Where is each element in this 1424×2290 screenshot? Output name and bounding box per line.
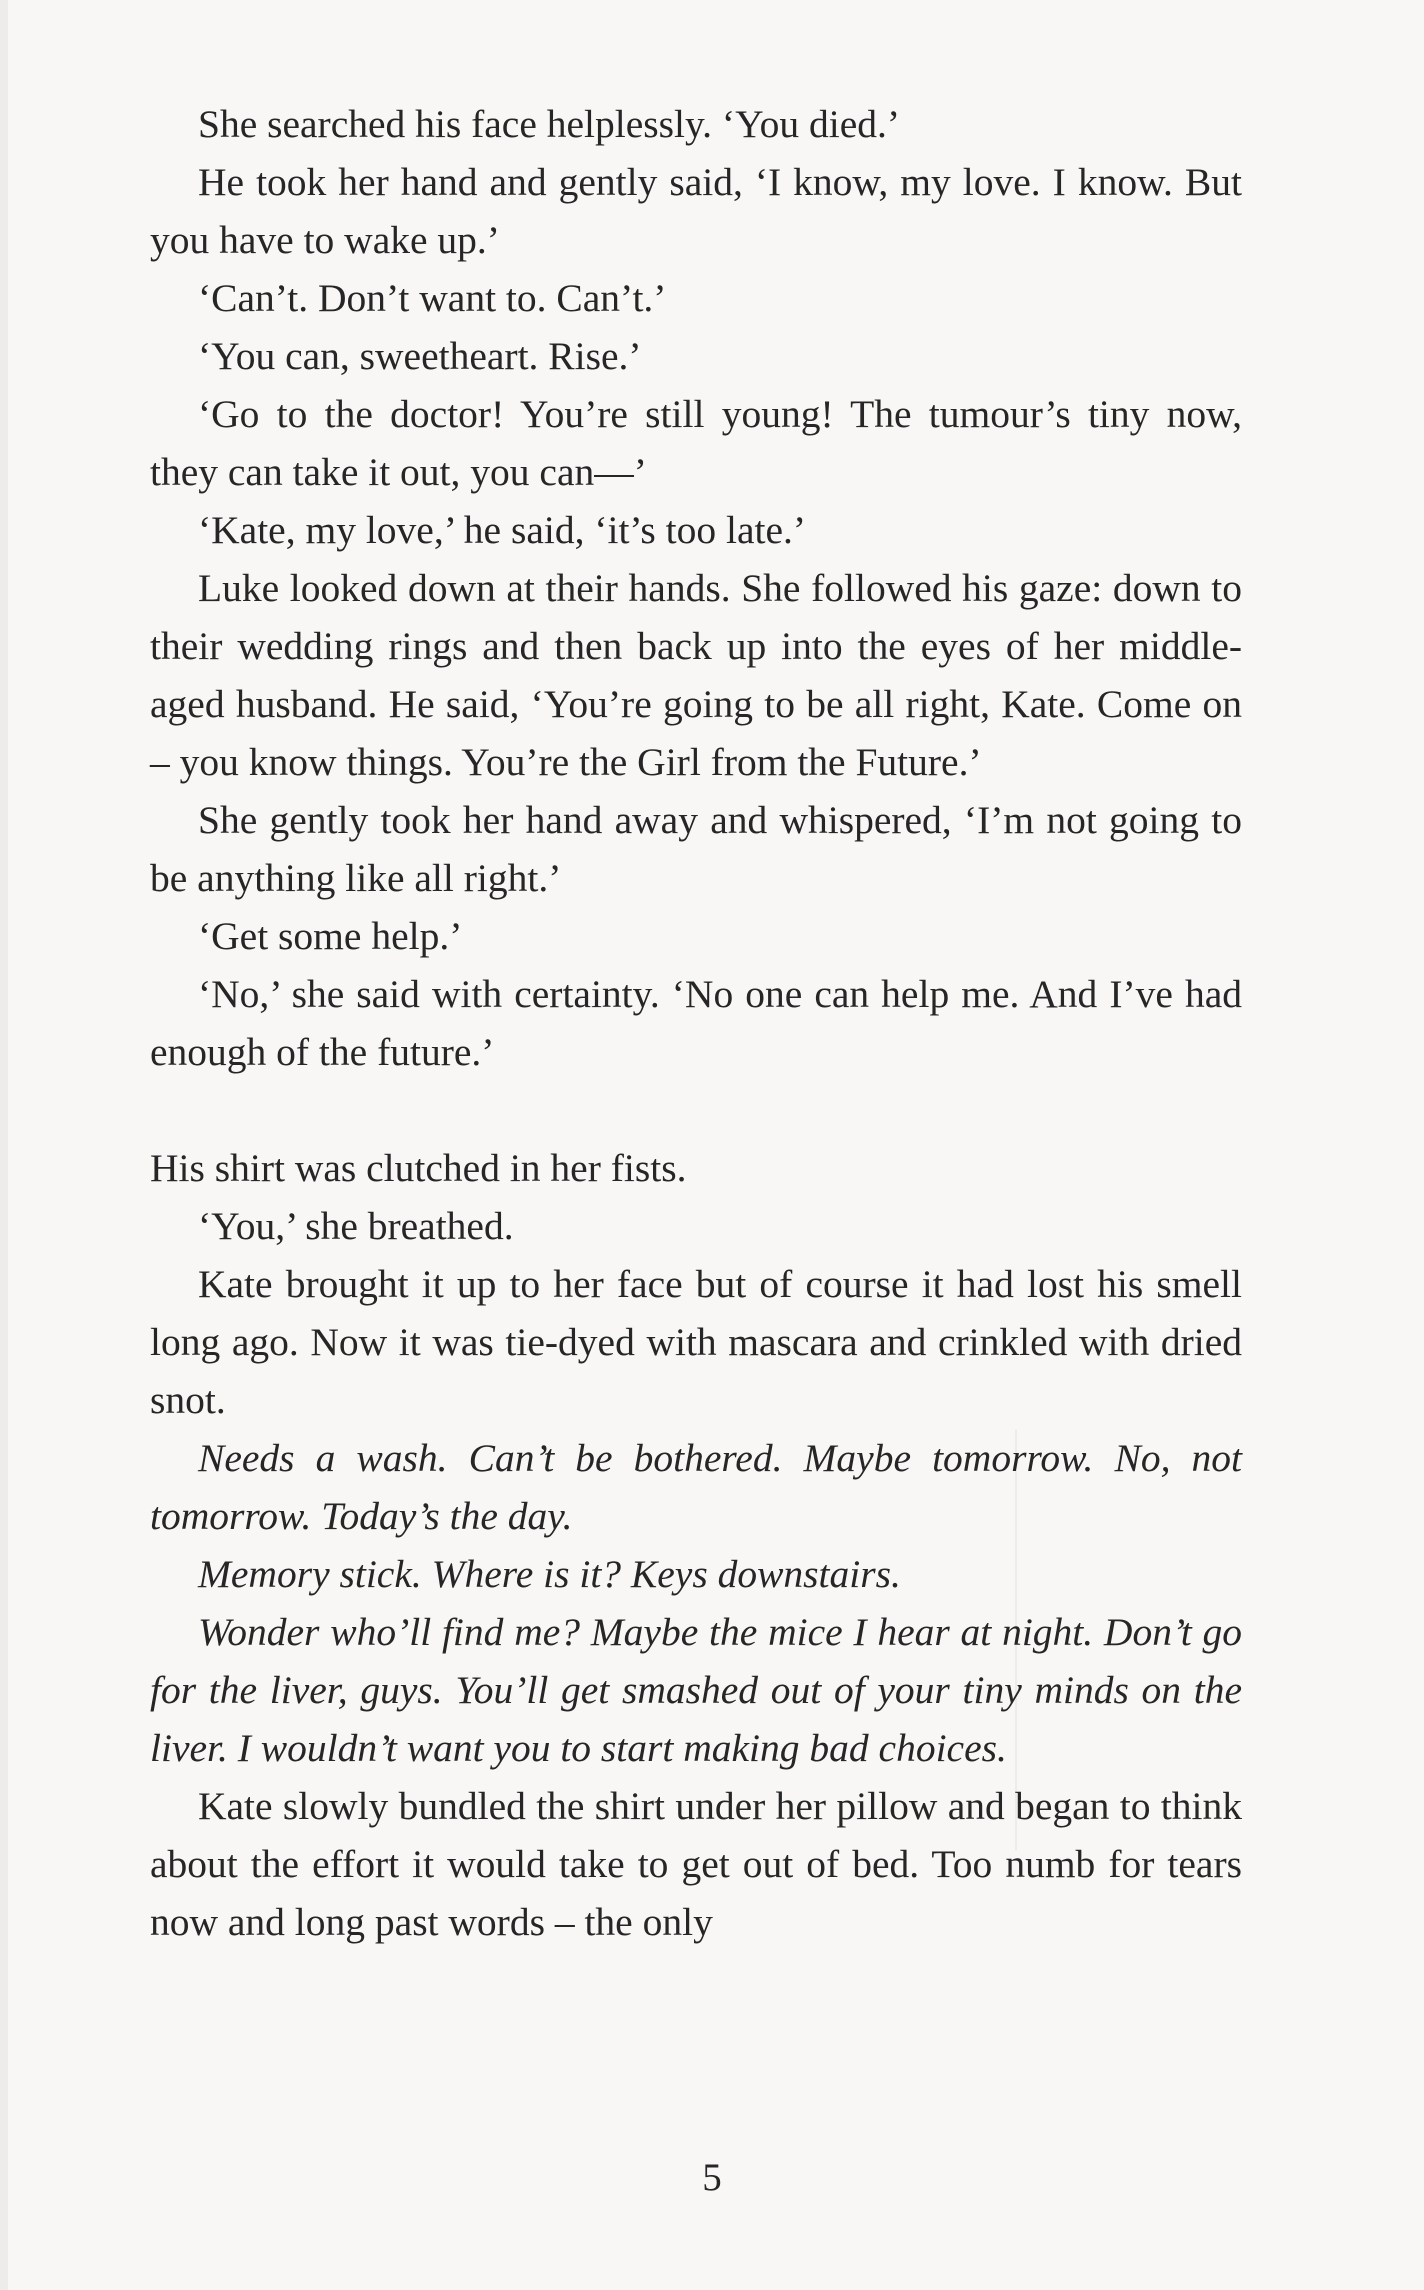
page-number: 5 — [702, 2156, 722, 2199]
scan-artifact-edge — [0, 0, 8, 2290]
paragraph: Kate slowly bundled the shirt under her pillow and began to think about the effort it would take to get out of bed. Too numb for tears now and long past words – the only — [150, 1784, 1242, 1944]
paragraph: ‘You can, sweetheart. Rise.’ — [198, 334, 642, 378]
italic-thought: Memory stick. Where is it? Keys downstairs. — [198, 1552, 901, 1596]
paragraph: He took her hand and gently said, ‘I know, my love. I know. But you have to wake up.’ — [150, 160, 1242, 262]
paragraph: ‘Can’t. Don’t want to. Can’t.’ — [198, 276, 667, 320]
italic-thought: Needs a wash. Can’t be bothered. Maybe tomorrow. No, not tomorrow. Today’s the day. — [150, 1436, 1242, 1538]
paragraph: ‘Kate, my love,’ he said, ‘it’s too late.’ — [198, 508, 807, 552]
paragraph: His shirt was clutched in her fists. — [150, 1146, 687, 1190]
paragraph: ‘Get some help.’ — [198, 914, 463, 958]
paragraph: Luke looked down at their hands. She followed his gaze: down to their wedding rings and then back up into the eyes of her middle-aged husband. He said, ‘You’re going to be all right, Kate. Come on – you know things. You’re the Girl from the Future.’ — [150, 566, 1242, 784]
section-break — [150, 1081, 1242, 1139]
paragraph: She gently took her hand away and whispered, ‘I’m not going to be anything like all right.’ — [150, 798, 1242, 900]
italic-thought: Wonder who’ll find me? Maybe the mice I hear at night. Don’t go for the liver, guys. You’ll get smashed out of your tiny minds on the liver. I wouldn’t want you to start making bad choices. — [150, 1610, 1242, 1770]
paragraph: ‘No,’ she said with certainty. ‘No one can help me. And I’ve had enough of the future.’ — [150, 972, 1242, 1074]
body-text — [150, 95, 1242, 1951]
paragraph: ‘You,’ she breathed. — [198, 1204, 514, 1248]
paragraph: She searched his face helplessly. ‘You died.’ — [198, 102, 901, 146]
paragraph: Kate brought it up to her face but of course it had lost his smell long ago. Now it was tie-dyed with mascara and crinkled with dried snot. — [150, 1262, 1242, 1422]
paragraph: ‘Go to the doctor! You’re still young! The tumour’s tiny now, they can take it out, you can—’ — [150, 392, 1242, 494]
